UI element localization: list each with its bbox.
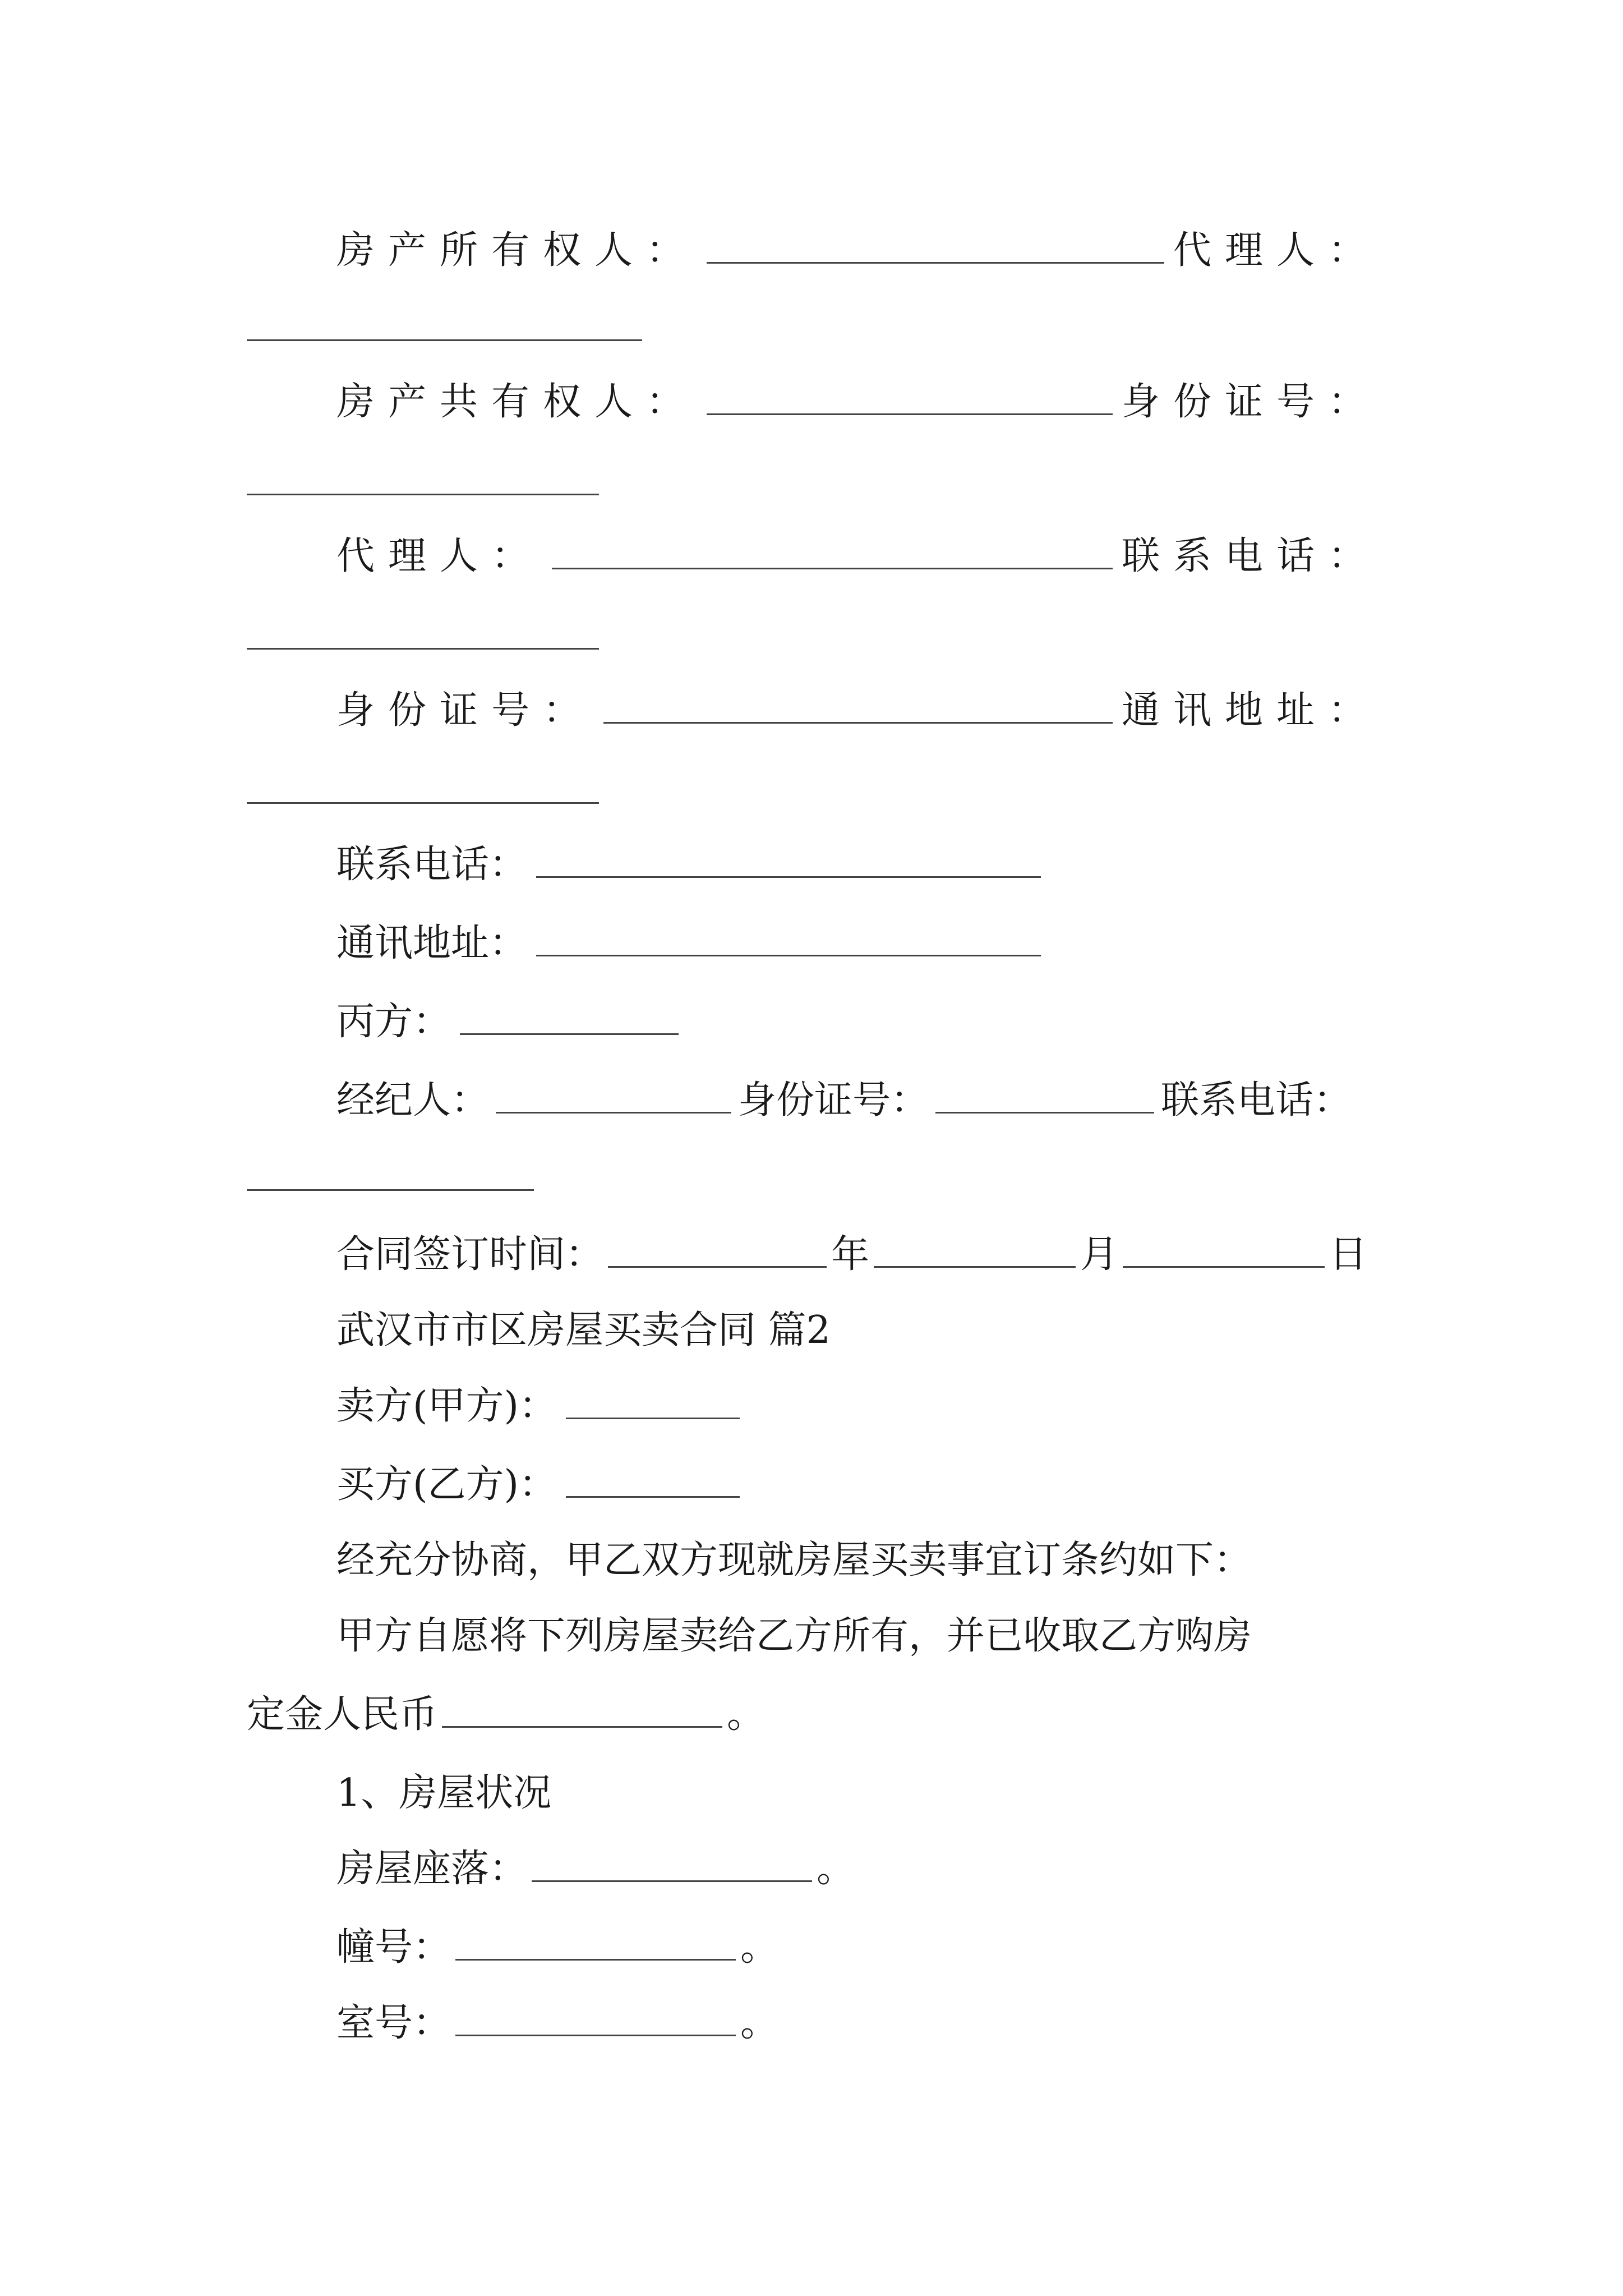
room-label: 室号： xyxy=(336,2000,451,2045)
broker-label: 经纪人： xyxy=(336,1078,490,1122)
owner-label: 房产所有权人： xyxy=(336,228,698,273)
co-owner-line xyxy=(247,359,1380,438)
address-label: 通讯地址： xyxy=(1121,688,1380,733)
broker-blank[interactable] xyxy=(496,1080,731,1114)
location-label: 房屋座落： xyxy=(336,1846,528,1891)
broker-phone-label: 联系电话： xyxy=(1161,1078,1352,1122)
id-label: 身份证号： xyxy=(336,688,595,733)
sign-date-line xyxy=(247,1212,1380,1290)
owner-blank[interactable] xyxy=(707,231,1164,264)
para1-line1 xyxy=(247,1593,1380,1672)
broker-phone-blank[interactable] xyxy=(247,1189,534,1191)
co-owner-label: 房产共有权人： xyxy=(336,379,698,424)
building-blank[interactable] xyxy=(455,1927,736,1961)
address-line xyxy=(247,900,1380,979)
id-blank[interactable] xyxy=(603,691,1113,724)
phone-label: 联系电话： xyxy=(1121,533,1380,578)
location-line xyxy=(247,1826,1380,1904)
broker-line xyxy=(247,1057,1380,1136)
seller-blank[interactable] xyxy=(566,1386,740,1419)
agent-blank[interactable] xyxy=(247,339,642,341)
building-label: 幢号： xyxy=(336,1925,451,1970)
month-label: 月 xyxy=(1080,1232,1119,1277)
location-blank[interactable] xyxy=(532,1849,812,1882)
room-blank[interactable] xyxy=(455,2003,736,2036)
id-number-label: 身份证号： xyxy=(1121,379,1380,424)
buyer-line xyxy=(247,1442,1380,1520)
agent2-label: 代理人： xyxy=(336,533,543,578)
sign-date-label: 合同签订时间： xyxy=(336,1232,604,1277)
party-c-label: 丙方： xyxy=(336,999,451,1044)
phone-line xyxy=(247,822,1380,900)
deposit-label: 定金人民币 xyxy=(247,1692,438,1737)
seller-line xyxy=(247,1363,1380,1442)
para1-text: 甲方自愿将下列房屋卖给乙方所有，并已收取乙方购房 xyxy=(336,1613,1252,1658)
contract-title xyxy=(247,1287,1380,1366)
address2-blank[interactable] xyxy=(536,923,1041,956)
agent-line xyxy=(247,513,1380,592)
buyer-label: 买方(乙方)： xyxy=(336,1462,557,1507)
owner-line xyxy=(247,208,1380,286)
address-blank[interactable] xyxy=(247,802,599,804)
phone2-blank[interactable] xyxy=(536,845,1041,878)
intro-text: 经充分协商，甲乙双方现就房屋买卖事宜订条约如下： xyxy=(336,1538,1252,1582)
agent-label: 代理人： xyxy=(1173,228,1380,273)
section-1-text: 1、房屋状况 xyxy=(336,1770,552,1815)
id-line xyxy=(247,668,1380,746)
room-line xyxy=(247,1980,1380,2059)
co-owner-blank[interactable] xyxy=(707,382,1113,415)
section-1-heading xyxy=(247,1750,1380,1829)
building-period: 。 xyxy=(740,1925,779,1970)
party-c-blank[interactable] xyxy=(460,1002,679,1035)
party-c-line xyxy=(247,979,1380,1057)
building-line xyxy=(247,1904,1380,1983)
day-label: 日 xyxy=(1329,1232,1368,1277)
broker-id-label: 身份证号： xyxy=(738,1078,929,1122)
intro-paragraph xyxy=(247,1517,1380,1596)
phone-blank[interactable] xyxy=(247,648,599,650)
id-number-blank[interactable] xyxy=(247,494,599,495)
broker-id-blank[interactable] xyxy=(935,1080,1154,1114)
seller-label: 卖方(甲方)： xyxy=(336,1383,557,1428)
year-label: 年 xyxy=(831,1232,870,1277)
room-period: 。 xyxy=(740,2000,779,2045)
deposit-blank[interactable] xyxy=(442,1695,722,1728)
contract-title-text: 武汉市市区房屋买卖合同 篇2 xyxy=(336,1308,831,1352)
year-blank[interactable] xyxy=(608,1235,827,1268)
deposit-period: 。 xyxy=(727,1692,766,1737)
address2-label: 通讯地址： xyxy=(336,921,528,965)
para1-line2 xyxy=(247,1672,1380,1750)
day-blank[interactable] xyxy=(1123,1235,1325,1268)
phone2-label: 联系电话： xyxy=(336,842,528,887)
location-period: 。 xyxy=(817,1846,855,1891)
buyer-blank[interactable] xyxy=(566,1465,740,1498)
month-blank[interactable] xyxy=(874,1235,1076,1268)
agent2-blank[interactable] xyxy=(552,536,1113,569)
